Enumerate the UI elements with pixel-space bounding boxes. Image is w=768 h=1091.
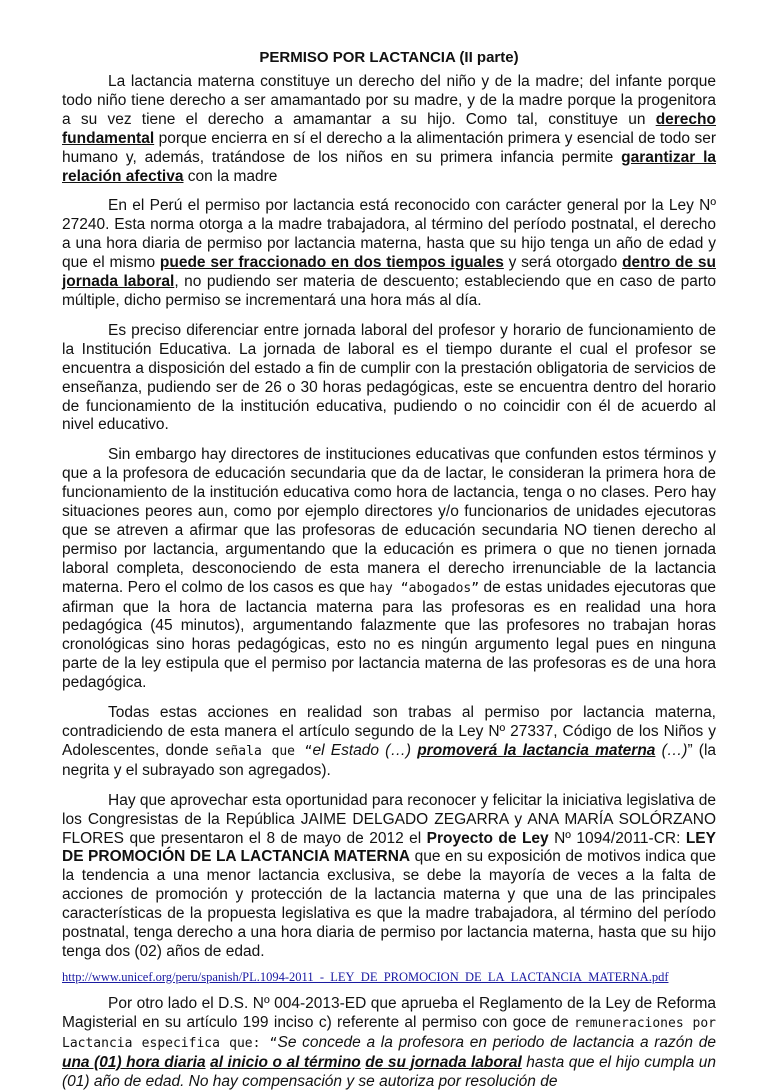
p5-text-1: Todas estas acciones en realidad son trabas al permiso por lactancia materna, contradiciendo de esta manera el artículo segundo de la Ley Nº 27337, Código de los Niños y Adolescentes, donde [62, 704, 716, 759]
paragraph-1 [62, 73, 716, 186]
p6-text-1: Hay que aprovechar esta oportunidad para reconocer y felicitar la iniciativa legislativa de los Congresistas de la República JAIME DELGADO ZEGARRA y ANA MARÍA SOLÓRZANO FLORES que presentaron el 8 de mayo de 2012 el [62, 791, 716, 847]
p1-emphasis-2: garantizar la relación afectiva [62, 148, 716, 185]
p4-text-1: Sin embargo hay directores de instituciones educativas que confunden estos términos y que a la profesora de educación secundaria que da de lactar, le consideran la primera hora de funcionamiento de la institución educativa como hora de lactancia, tenga o no clases. Pero hay situaciones peores aun, como por ejemplo directores y/o funcionarios de unidades ejecutoras que se atreven a afirmar que las profesoras de educación secundaria NO tienen derecho al permiso por lactancia, argumentando que la educación es primera o que no tienen jornada laboral completa, desconociendo de esta manera el derecho irrenunciable de la lactancia materna. Pero el colmo de los casos es que [62, 446, 716, 596]
unicef-source-link[interactable]: http://www.unicef.org/peru/spanish/PL.1094-2011_-_LEY_DE_PROMOCION_DE_LA_LACTANCIA_MATERNA.pdf [62, 969, 669, 984]
p5-mono-1: señala que “ [214, 743, 313, 759]
p1-text-1: La lactancia materna constituye un derecho del niño y de la madre; del infante porque todo niño tiene derecho a ser amamantado por su madre, y de la madre porque la progenitora a su vez tiene el derecho a amamantar a su hijo. Como tal, constituye un [62, 73, 716, 128]
p5-text-2: ” (la negrita y el subrayado son agregados). [62, 741, 717, 779]
p5-italic-2: (…) [655, 741, 688, 759]
p2-text-1: En el Perú el permiso por lactancia está reconocido con carácter general por la Ley Nº 27240. Esta norma otorga a la madre trabajadora, al término del período postnatal, el derecho a una hora diaria de permiso por lactancia materna, hasta que su hijo tenga un año de edad y que el mismo [62, 197, 716, 272]
p7-italic-4: hasta que el hijo cumpla un (01) año de edad. No hay compensación y se autoriza por resolución de [62, 1053, 716, 1090]
p1-text-2: porque encierra en sí el derecho a la alimentación primera y esencial de todo ser humano y, además, tratándose de los niños en su primera infancia permite [62, 129, 716, 166]
p6-bold-1: Proyecto de Ley [426, 829, 549, 847]
paragraph-3 [62, 322, 716, 435]
p2-text-2: y será otorgado [503, 254, 623, 272]
p3-text-1: Es preciso diferenciar entre jornada laboral del profesor y horario de funcionamiento de la Institución Educativa. La jornada de laboral es el tiempo durante el cual el profesor se encuentra a disposición del estado a fin de cumplir con la prestación obligatoria de servicios de enseñanza, pudiendo ser de 26 o 30 horas pedagógicas, este se encuentra dentro del horario de funcionamiento de la institución educativa, pudiendo o no coincidir con él de acuerdo al nivel educativo. [62, 321, 716, 434]
p2-text-3: , no pudiendo ser materia de descuento; estableciendo que en caso de parto múltiple, dicho permiso se incrementará una hora más al día. [62, 273, 716, 309]
document-title: PERMISO POR LACTANCIA (II parte) [259, 49, 519, 66]
p4-text-2: de estas unidades ejecutoras que afirman que la hora de lactancia materna para las profesoras es en realidad una hora pedagógica (45 minutos), argumentando falazmente que las profesores no trabajan horas cronológicas sino horas pedagógicas, esto no es ningún argumento legal pues en ninguna parte de la ley estipula que el permiso por lactancia materna de las profesoras es de una hora pedagógica. [62, 578, 717, 692]
p4-mono-1: hay “abogados” [369, 580, 480, 596]
p1-text-3: con la madre [183, 167, 278, 185]
p1-emphasis-1: derecho fundamental [62, 110, 716, 147]
p6-text-3: que en su exposición de motivos indica que la tendencia a una menor lactancia exclusiva, se debe la mayoría de veces a la falta de acciones de promoción y protección de la lactancia materna y que una de las principales características de la propuesta legislativa es que la madre trabajadora, al término del período postnatal, tenga derecho a una hora diaria de permiso por lactancia materna, hasta que su hijo tenga dos (02) años de edad. [62, 848, 716, 960]
paragraph-6 [62, 792, 716, 962]
p5-italic-1: el Estado (…) [312, 741, 418, 759]
p2-emphasis-2: dentro de su jornada laboral [62, 254, 717, 291]
paragraph-4 [62, 446, 716, 693]
p7-mono-1: remuneraciones por Lactancia especifica que: “ [62, 1015, 716, 1051]
p7-emphasis-1: una (01) hora diaria [62, 1053, 206, 1071]
paragraph-2 [62, 197, 716, 310]
paragraph-7 [62, 995, 716, 1091]
p7-emphasis-3: de su jornada laboral [365, 1053, 522, 1071]
p2-emphasis-1: puede ser fraccionado en dos tiempos iguales [159, 254, 504, 272]
p7-emphasis-2: al inicio o al término [210, 1053, 361, 1071]
p6-bold-2: LEY DE PROMOCIÓN DE LA LACTANCIA MATERNA [62, 829, 716, 866]
p6-text-2: Nº 1094/2011-CR: [548, 829, 686, 847]
p7-italic-1: Se concede a la profesora en periodo de lactancia a razón de [277, 1033, 716, 1051]
p5-emphasis-1: promoverá la lactancia materna [417, 741, 656, 759]
p7-text-1: Por otro lado el D.S. Nº 004-2013-ED que aprueba el Reglamento de la Ley de Reforma Magisterial en su artículo 199 inciso c) referente al permiso con goce de [62, 994, 716, 1031]
paragraph-5 [62, 704, 716, 781]
